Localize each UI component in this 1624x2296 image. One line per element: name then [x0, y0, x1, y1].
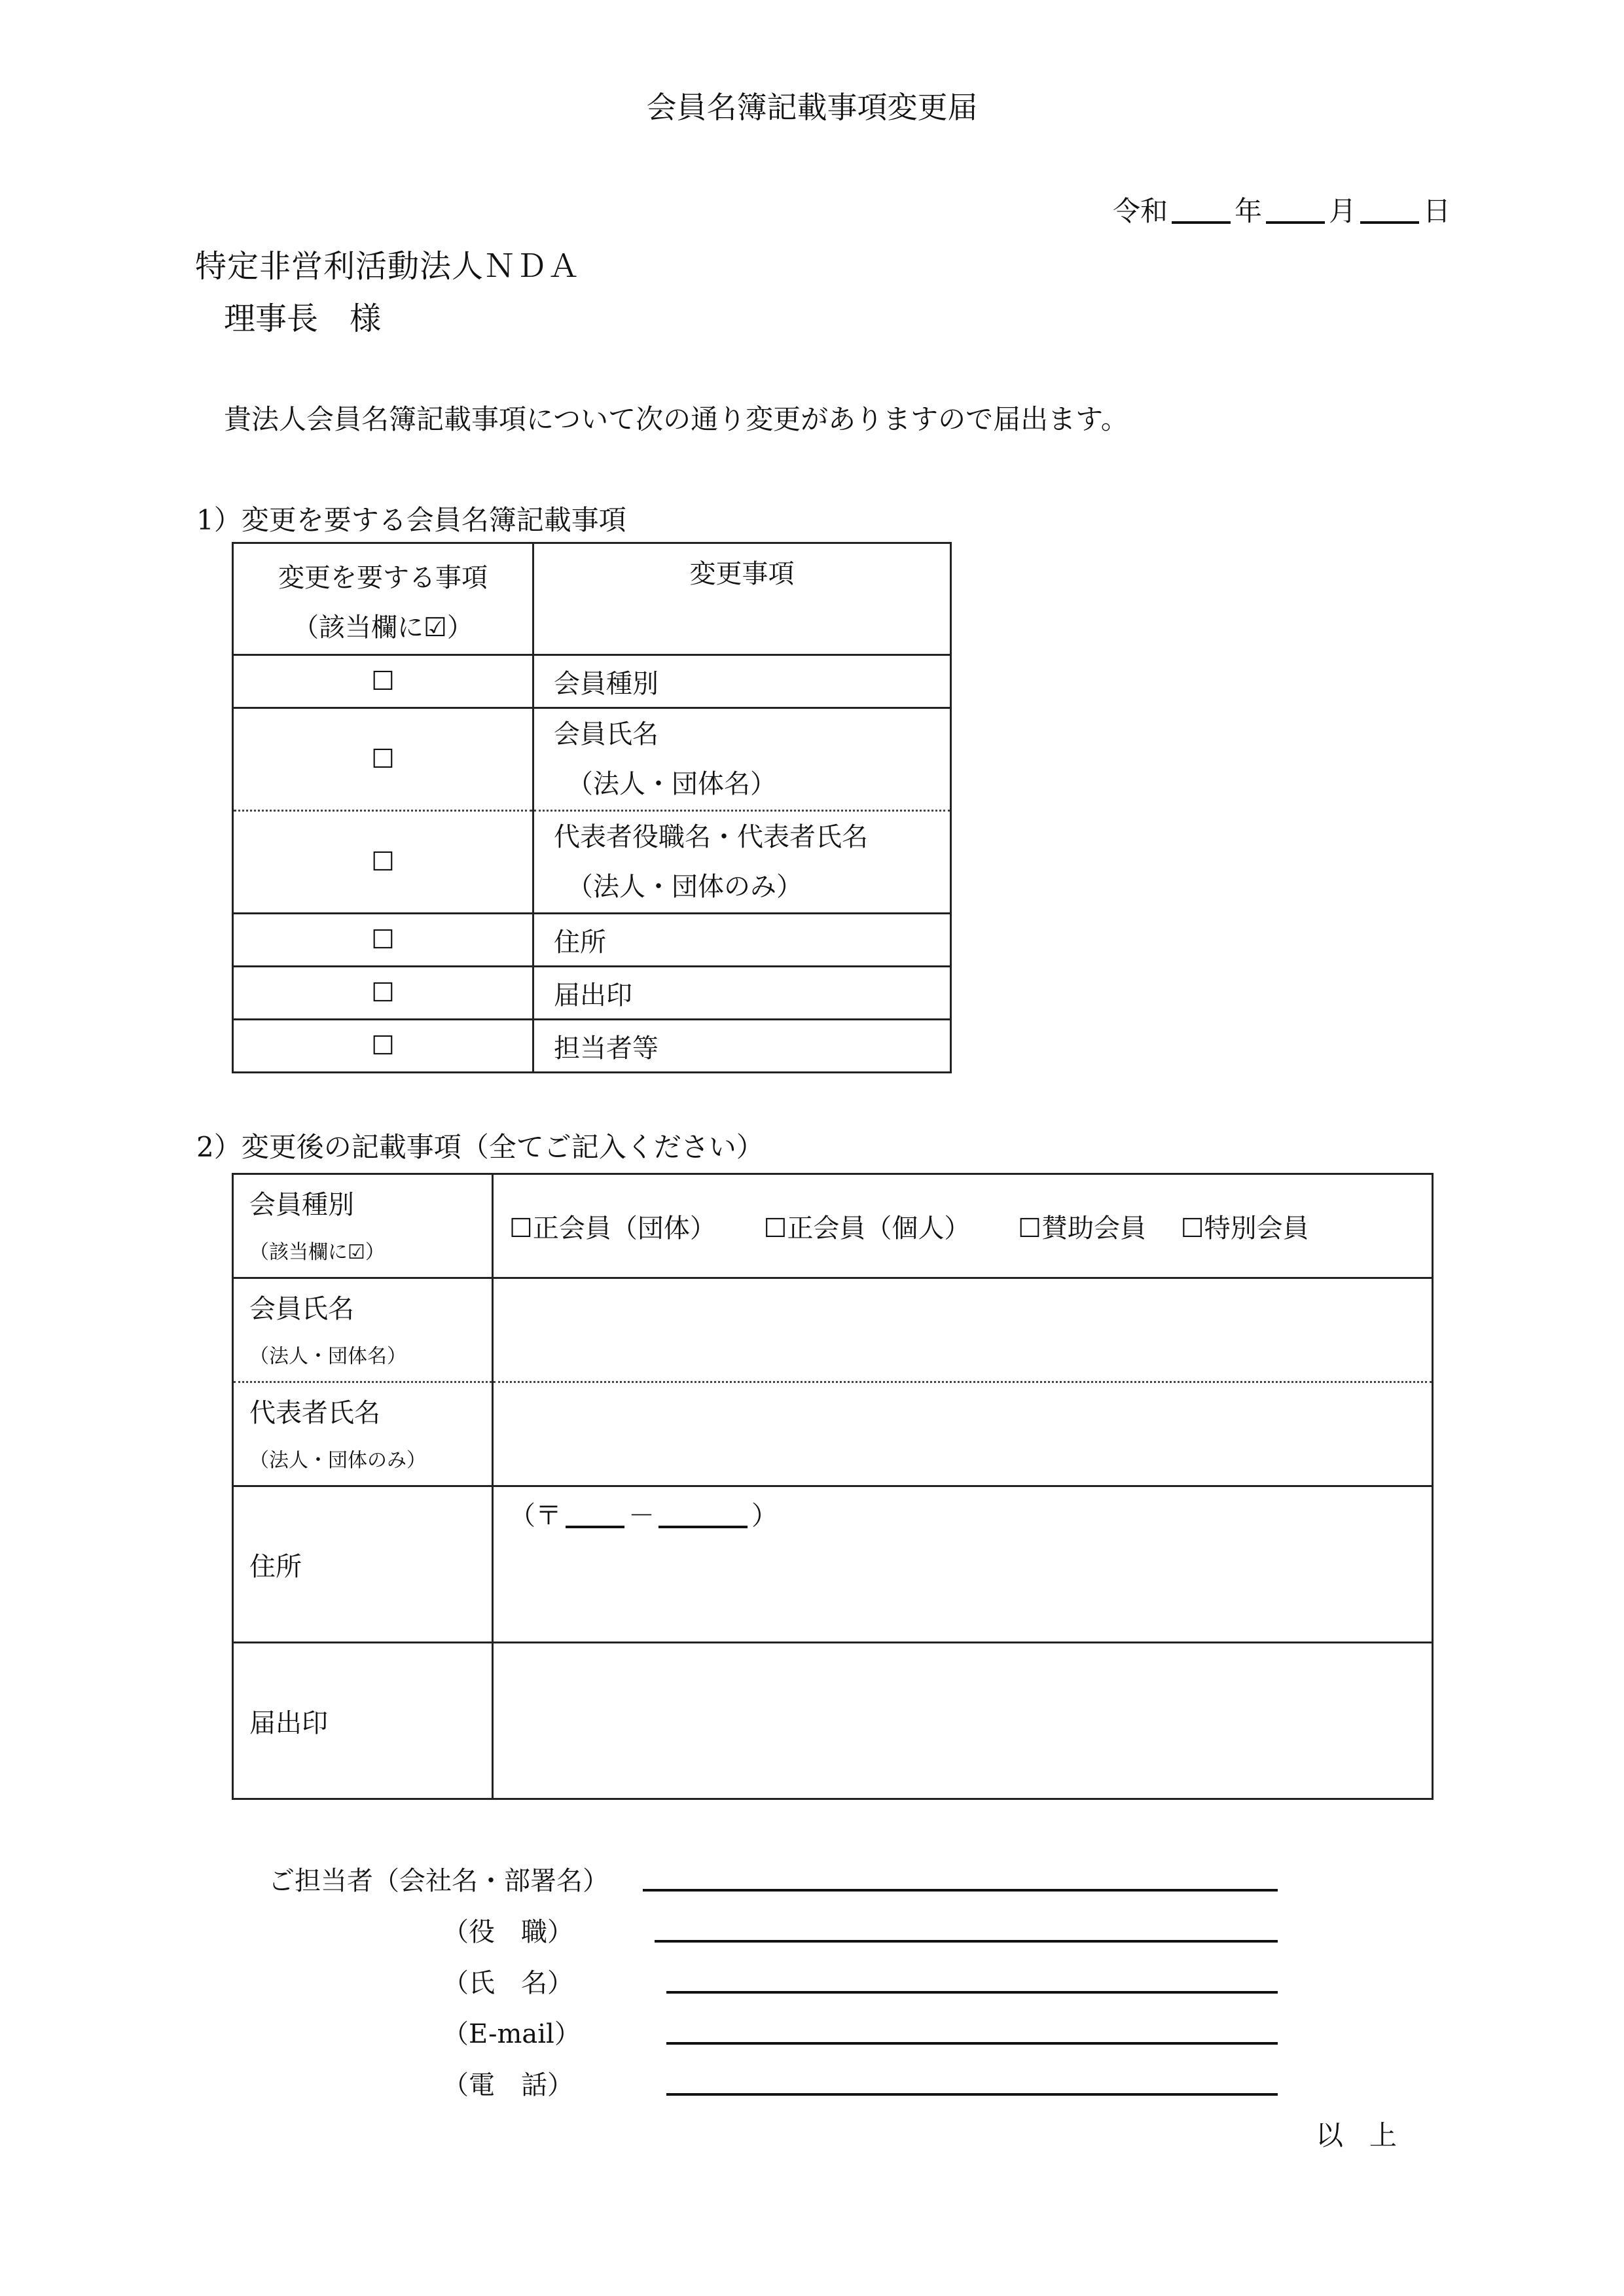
member-name-field[interactable] [493, 1278, 1433, 1382]
representative-sublabel: （法人・団体のみ） [249, 1449, 426, 1472]
checkbox-member-type[interactable]: ☐ [371, 666, 395, 696]
representative-field[interactable] [493, 1382, 1433, 1486]
member-type-sublabel: （該当欄に☑） [249, 1241, 385, 1264]
contact-email-field[interactable] [666, 2042, 1278, 2045]
date-era: 令和 [1113, 195, 1168, 227]
section1-heading: 1）変更を要する会員名簿記載事項 [196, 504, 626, 536]
table-row [233, 655, 951, 708]
checkbox-icon[interactable]: ☐ [1180, 1213, 1204, 1244]
closing-text: 以上 [1316, 2119, 1424, 2151]
member-name-sublabel: （法人・団体名） [249, 1345, 406, 1368]
postal-mark-icon: （〒 [509, 1501, 562, 1531]
contact-phone-field[interactable] [666, 2093, 1278, 2096]
checkbox-icon[interactable]: ☐ [763, 1213, 787, 1244]
item-label: 代表者役職名・代表者氏名 [554, 822, 868, 852]
contact-name-field[interactable] [666, 1991, 1278, 1994]
header-col1-line2: （該当欄に☑） [293, 613, 473, 643]
item-label: 会員種別 [533, 655, 951, 708]
seal-field[interactable] [493, 1643, 1433, 1799]
option-supporting[interactable] [1018, 1208, 1146, 1245]
seal-row [233, 1643, 1433, 1799]
checkbox-representative[interactable]: ☐ [371, 847, 395, 877]
address-field[interactable] [493, 1486, 1433, 1643]
header-col-select [233, 543, 533, 655]
item-note: （法人・団体のみ） [567, 872, 803, 902]
date-day-label: 日 [1423, 195, 1451, 227]
contact-name-label: （氏 名） [442, 1968, 573, 1998]
table-row [233, 914, 951, 967]
contact-company-field[interactable] [643, 1889, 1278, 1892]
item-label: 住所 [533, 914, 951, 967]
contact-company-row [268, 1860, 609, 1897]
address-row [233, 1486, 1433, 1643]
contact-email-label: （E-mail） [442, 2019, 581, 2049]
contact-position-field[interactable] [655, 1940, 1278, 1943]
option-label: 特別会員 [1204, 1213, 1309, 1244]
header-col1-line1: 変更を要する事項 [278, 563, 488, 593]
table-row [233, 1020, 951, 1073]
section2-heading: 2）変更後の記載事項（全てご記入ください） [196, 1131, 764, 1163]
postal-close: ） [751, 1501, 778, 1531]
date-day-field[interactable] [1360, 221, 1419, 224]
item-note: （法人・団体名） [567, 769, 776, 799]
checkbox-icon[interactable]: ☐ [509, 1213, 533, 1244]
contact-position-row [442, 1911, 573, 1948]
member-name-label: 会員氏名 [249, 1294, 354, 1324]
checkbox-seal[interactable]: ☐ [371, 978, 395, 1008]
date-year-label: 年 [1235, 195, 1263, 227]
postal-first-field[interactable] [566, 1525, 624, 1528]
member-type-label: 会員種別 [249, 1190, 354, 1220]
item-label: 会員氏名 [554, 719, 659, 749]
option-special[interactable] [1181, 1208, 1309, 1245]
contact-position-label: （役 職） [442, 1917, 573, 1947]
date-year-field[interactable] [1172, 221, 1231, 224]
document-title: 会員名簿記載事項変更届 [646, 90, 978, 125]
table-row [233, 811, 951, 914]
representative-label: 代表者氏名 [249, 1398, 380, 1428]
change-items-table [232, 542, 952, 1073]
option-label: 正会員（個人） [787, 1213, 971, 1244]
seal-label: 届出印 [249, 1708, 328, 1738]
member-name-row [233, 1278, 1433, 1382]
option-label: 賛助会員 [1041, 1213, 1147, 1244]
table-row [233, 967, 951, 1020]
addressee-organization: 特定非営利活動法人ＮＤＡ [195, 248, 581, 285]
header-col-item: 変更事項 [533, 543, 951, 655]
checkbox-icon[interactable]: ☐ [1018, 1213, 1042, 1244]
postal-dash: － [628, 1501, 655, 1531]
contact-phone-row [442, 2064, 573, 2102]
item-label: 担当者等 [533, 1020, 951, 1073]
intro-text: 貴法人会員名簿記載事項について次の通り変更がありますので届出ます。 [224, 403, 1128, 435]
contact-name-row [442, 1962, 573, 2000]
postal-second-field[interactable] [659, 1525, 748, 1528]
postal-code [509, 1487, 1432, 1532]
member-type-row [233, 1174, 1433, 1278]
checkbox-address[interactable]: ☐ [371, 925, 395, 955]
new-details-table [232, 1173, 1434, 1800]
checkbox-contact[interactable]: ☐ [371, 1031, 395, 1061]
contact-company-label: ご担当者（会社名・部署名） [268, 1866, 609, 1896]
date-line [1113, 190, 1451, 229]
date-month-label: 月 [1329, 195, 1357, 227]
date-month-field[interactable] [1266, 221, 1325, 224]
checkbox-member-name[interactable]: ☐ [371, 744, 395, 774]
contact-phone-label: （電 話） [442, 2070, 573, 2100]
addressee-title: 理事長 様 [224, 300, 382, 337]
table-header-row [233, 543, 951, 655]
representative-row [233, 1382, 1433, 1486]
address-label: 住所 [249, 1551, 302, 1582]
option-regular-group[interactable] [509, 1208, 716, 1245]
table-row [233, 708, 951, 811]
item-label: 届出印 [533, 967, 951, 1020]
option-label: 正会員（団体） [532, 1213, 716, 1244]
option-regular-individual[interactable] [764, 1208, 971, 1245]
contact-email-row [442, 2013, 581, 2051]
